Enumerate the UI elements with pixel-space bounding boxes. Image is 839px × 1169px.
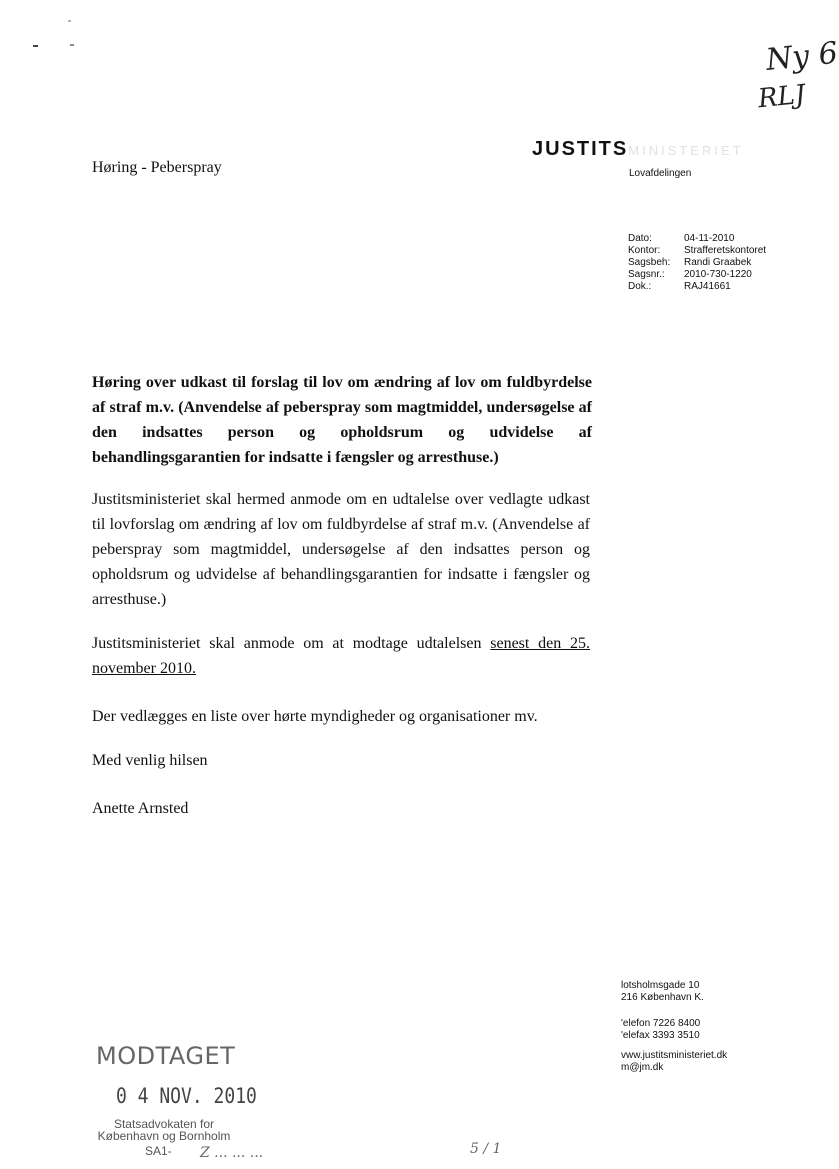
address-phone: 'elefon 7226 8400 — [621, 1018, 701, 1029]
stamp-reference: SA1- — [145, 1144, 172, 1158]
meta-label: Kontor: — [628, 245, 661, 256]
received-stamp-date: 0 4 NOV. 2010 — [116, 1083, 257, 1110]
logo-text-faint: MINISTERIET — [628, 143, 744, 158]
address-street: lotsholmsgade 10 — [621, 980, 700, 991]
document-subject: Høring - Peberspray — [92, 159, 222, 176]
closing-greeting: Med venlig hilsen — [92, 752, 208, 769]
handwritten-initials: RLJ — [756, 79, 807, 115]
stamp-org-line2: København og Bornholm — [97, 1129, 231, 1143]
handwritten-note: Ny 6 — [764, 35, 839, 78]
deadline-intro: Justitsministeriet skal anmode om at modtage udtalelsen — [92, 635, 491, 652]
scan-speck — [68, 20, 71, 22]
meta-row — [628, 281, 766, 293]
address-website: vww.justitsministeriet.dk — [621, 1050, 728, 1061]
meta-label: Sagsnr.: — [628, 269, 665, 280]
meta-value: 04-11-2010 — [684, 233, 735, 244]
meta-row — [628, 233, 766, 245]
logo-text-strong: JUSTITS — [532, 138, 629, 160]
meta-label: Dato: — [628, 233, 652, 244]
received-stamp-title: MODTAGET — [96, 1042, 236, 1070]
case-metadata — [628, 233, 766, 293]
stamp-handwritten-scribble: Z ... ... ... — [200, 1145, 264, 1161]
letter-paragraph: Justitsministeriet skal hermed anmode om en udtalelse over vedlagte udkast til lovforslag om ændring af lov om fuldbyrdelse af straf m.v. (Anvendelse af peberspray som magtmiddel, undersøgelse af den indsattes person og opholdsrum og udvidelse af behandlingsgarantien for indsatte i fængsler og arresthuse.) — [92, 491, 590, 608]
scan-speck — [70, 44, 74, 46]
scan-speck — [33, 45, 38, 47]
stamp-org-line1: Statsadvokaten for — [113, 1117, 215, 1131]
meta-row — [628, 245, 766, 257]
meta-label: Dok.: — [628, 281, 652, 292]
meta-value: Randi Graabek — [684, 257, 752, 268]
signatory-name: Anette Arnsted — [92, 800, 189, 817]
address-city: 216 København K. — [621, 992, 704, 1003]
letter-heading: Høring over udkast til forslag til lov om ændring af lov om fuldbyrdelse af straf m.v. (Anvendelse af peberspray som magtmiddel, undersøgelse af den indsattes person og opholdsrum og udvidelse af behandlingsgarantien for indsatte i fængsler og arresthuse.) — [92, 374, 592, 466]
stamp-handwritten-number: 5 / 1 — [470, 1141, 502, 1157]
meta-value: Strafferetskontoret — [684, 245, 767, 256]
department-name: Lovafdelingen — [629, 168, 692, 179]
address-email: m@jm.dk — [621, 1062, 664, 1073]
address-fax: 'elefax 3393 3510 — [621, 1030, 700, 1041]
meta-row — [628, 269, 766, 281]
ministry-address — [621, 980, 801, 1074]
received-stamp-organisation — [88, 1118, 240, 1142]
meta-value: 2010-730-1220 — [684, 269, 752, 280]
deadline-date: senest den 25. november 2010. — [92, 635, 591, 677]
meta-label: Sagsbeh: — [628, 257, 671, 268]
deadline-paragraph — [92, 631, 590, 681]
meta-value: RAJ41661 — [684, 281, 731, 292]
attachment-note: Der vedlægges en liste over hørte myndigheder og organisationer mv. — [92, 708, 538, 725]
meta-row — [628, 257, 766, 269]
ministry-logo — [532, 138, 744, 161]
